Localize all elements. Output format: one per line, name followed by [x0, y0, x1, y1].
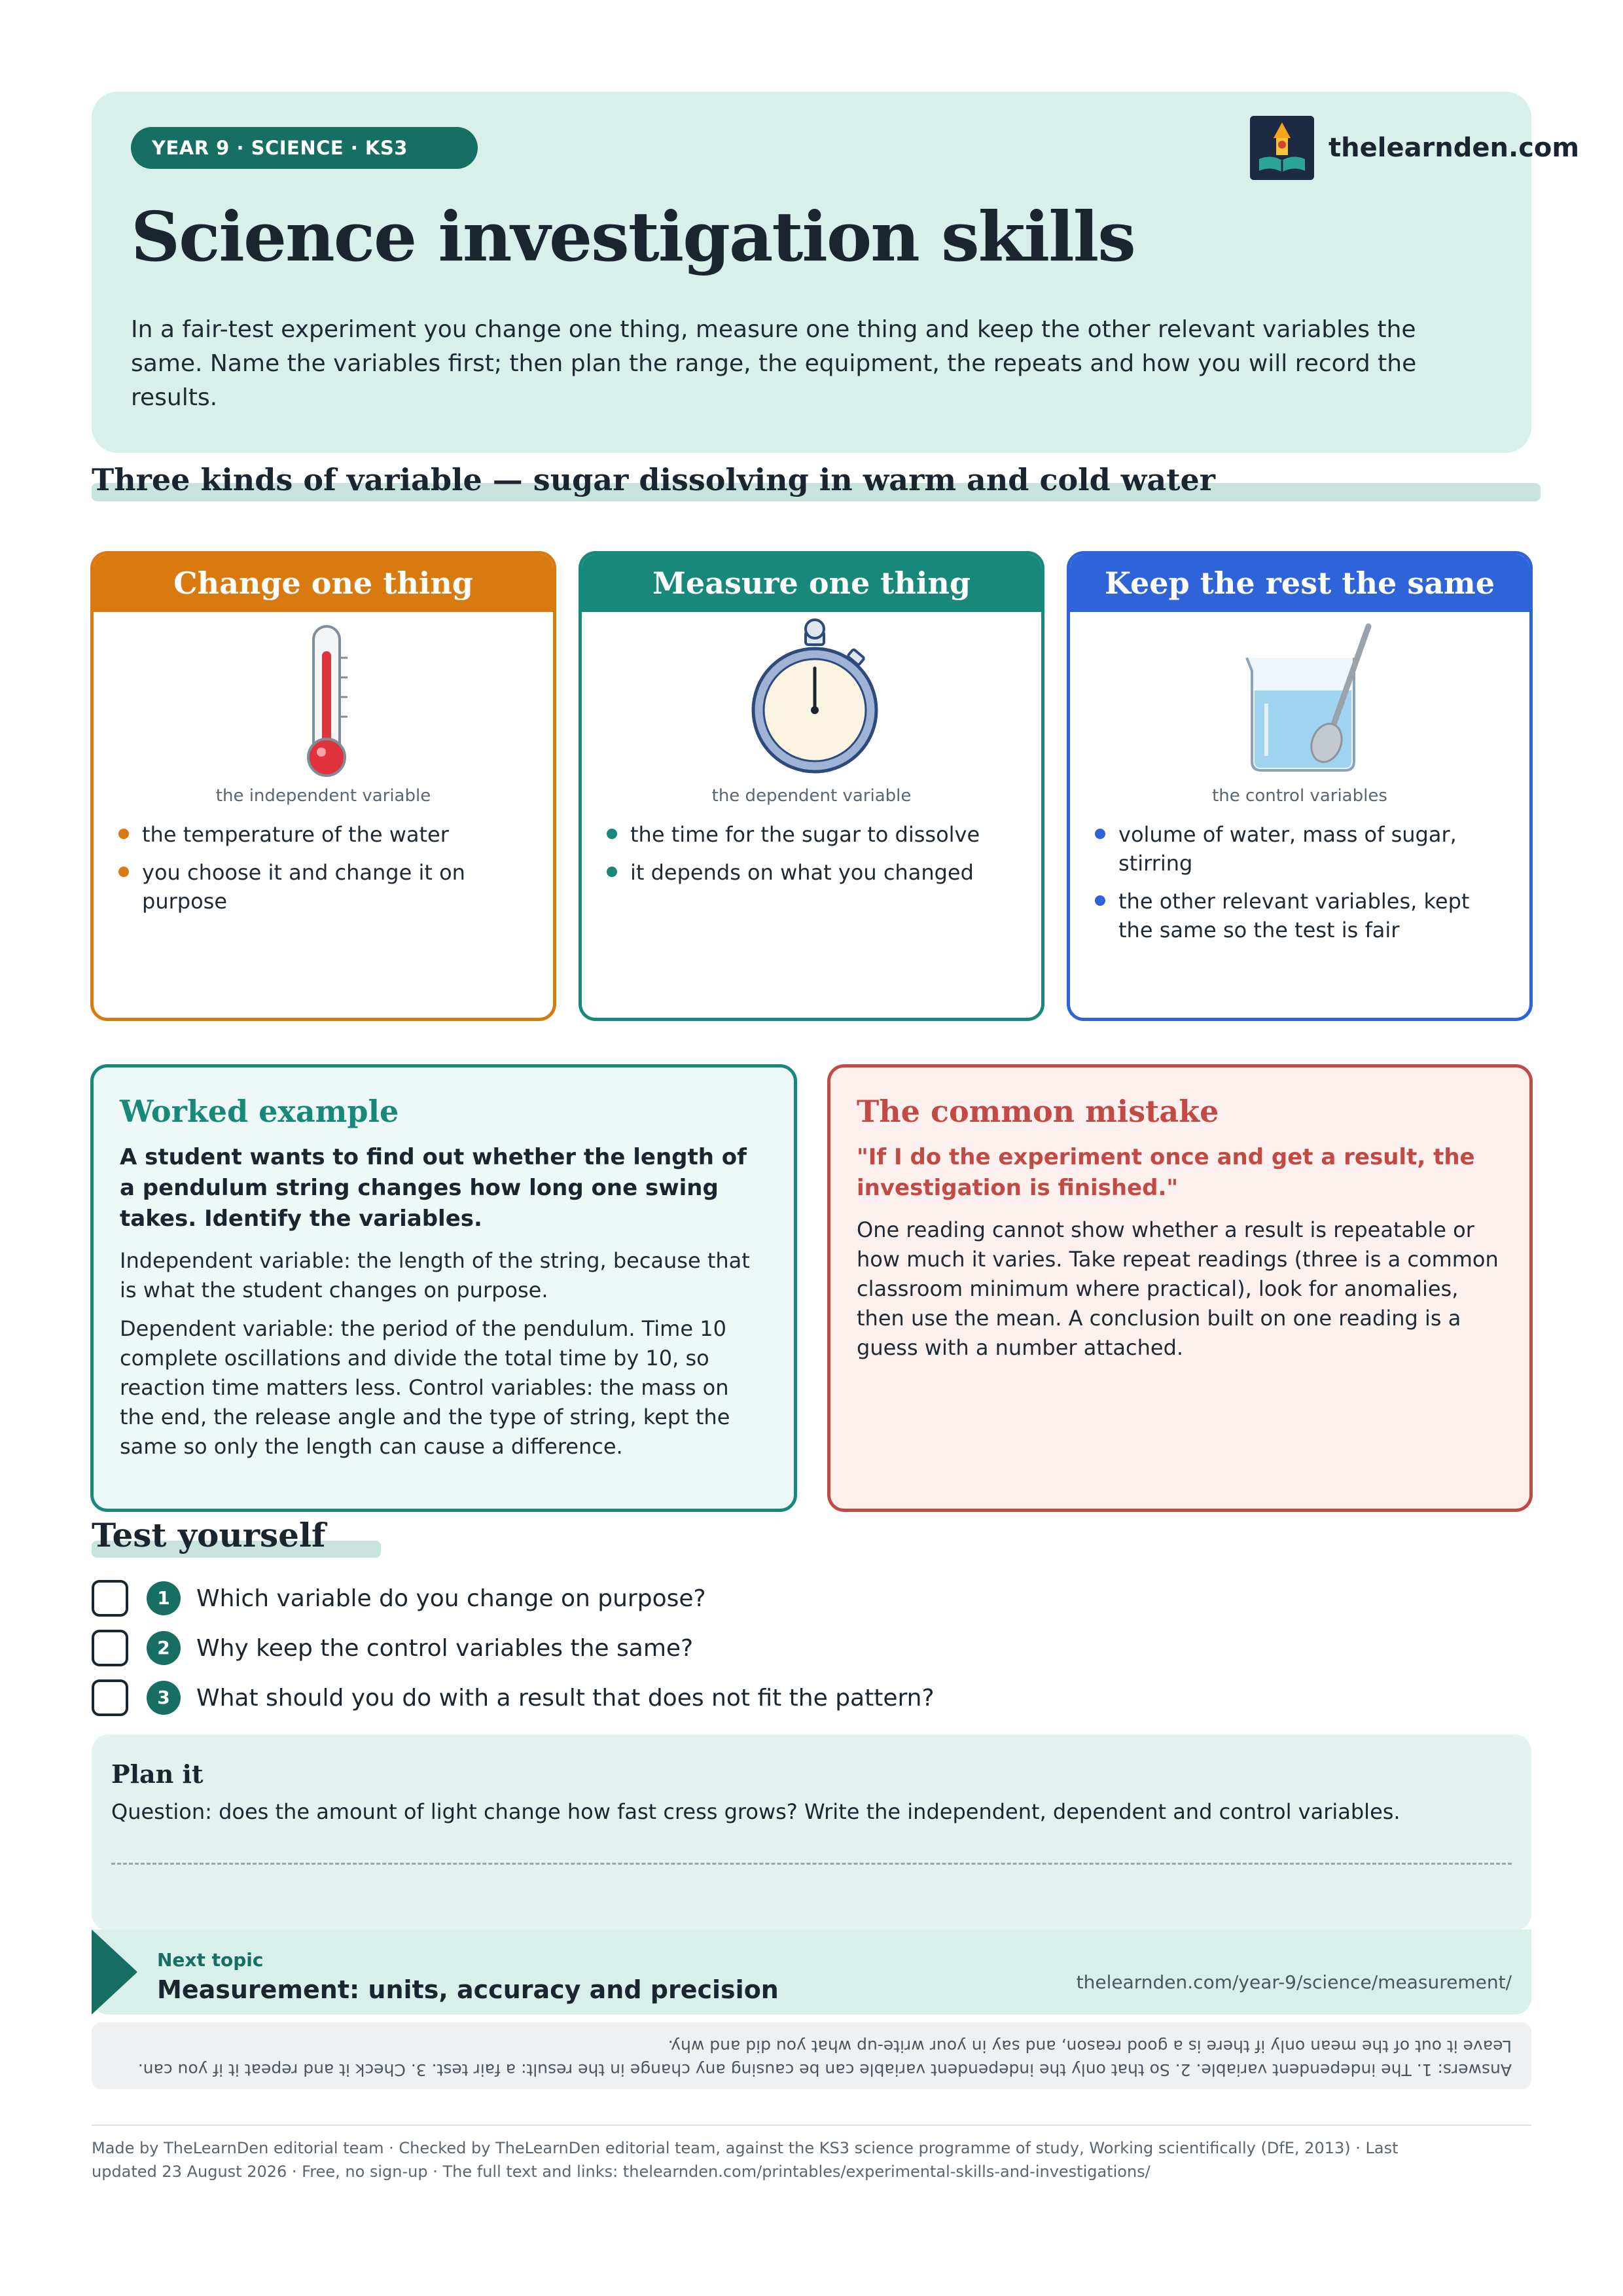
bullet-dot	[1095, 829, 1105, 839]
next-topic-label: Next topic	[157, 1949, 264, 1971]
page-title: Science investigation skills	[131, 196, 1135, 277]
card-control-variables	[1067, 551, 1533, 1021]
question-row	[92, 1678, 935, 1717]
card-caption: the control variables	[1212, 786, 1387, 806]
question-text: Which variable do you change on purpose?	[196, 1585, 706, 1612]
arrow-right-icon	[92, 1929, 137, 2015]
list-item: you choose it and change it on purpose	[118, 858, 527, 916]
question-row	[92, 1579, 706, 1618]
brand-name: thelearnden.com	[1329, 133, 1580, 163]
common-mistake-box	[827, 1064, 1533, 1512]
plan-it-panel	[92, 1734, 1531, 1931]
card-title: Keep the rest the same	[1070, 554, 1529, 612]
bullet-dot	[118, 867, 129, 877]
common-mistake-quote: "If I do the experiment once and get a result, the investigation is finished."	[857, 1144, 1475, 1201]
question-checkbox[interactable]	[92, 1679, 128, 1716]
bullet-dot	[607, 867, 617, 877]
answer-line[interactable]	[111, 1863, 1512, 1865]
question-number: 1	[147, 1581, 181, 1615]
footer-divider	[92, 2125, 1531, 2126]
list-item: the time for the sugar to dissolve	[607, 820, 1015, 849]
next-topic-banner[interactable]	[92, 1929, 1531, 2015]
question-checkbox[interactable]	[92, 1630, 128, 1666]
brand[interactable]	[1250, 115, 1579, 181]
bullet-dot	[1095, 895, 1105, 906]
worked-example-question: A student wants to find out whether the length of a pendulum string changes how long one swing takes. Identify the variables.	[120, 1144, 747, 1232]
plan-it-question: Question: does the amount of light change how fast cress grows? Write the independent, dependent and control variables.	[111, 1799, 1400, 1824]
list-item: the other relevant variables, kept the same so the test is fair	[1095, 887, 1503, 944]
question-number: 2	[147, 1631, 181, 1665]
answers-text: Answers: 1. The independent variable. 2. So that only the independent variable can be causing any change in the result: a fair test. 3. Check it and repeat it if you can. Leave it out of the mean only if there is a good reason, and say in your write-up what you did and why.	[137, 2037, 1512, 2079]
test-title: Test yourself	[92, 1516, 326, 1554]
card-caption: the independent variable	[215, 786, 431, 806]
year-badge: YEAR 9 · SCIENCE · KS3	[131, 127, 478, 169]
thermometer-icon	[94, 612, 553, 783]
question-text: What should you do with a result that does not fit the pattern?	[196, 1684, 935, 1712]
card-points	[94, 820, 553, 916]
worked-example-paragraph: Independent variable: the length of the string, because that is what the student changes on purpose.	[120, 1248, 750, 1302]
card-independent-variable	[90, 551, 556, 1021]
common-mistake-title: The common mistake	[857, 1094, 1219, 1129]
worked-example-box	[90, 1064, 797, 1512]
question-checkbox[interactable]	[92, 1580, 128, 1617]
list-item: it depends on what you changed	[607, 858, 1015, 887]
bullet-dot	[118, 829, 129, 839]
plan-it-title: Plan it	[111, 1759, 204, 1789]
footer-credits: Made by TheLearnDen editorial team · Checked by TheLearnDen editorial team, against the KS3 science programme of study, Working scientifically (DfE, 2013) · Last updated 23 August 2026 · Free, no sign-up · The full text and links: thelearnden.com/printables/experimental-skills-and-investigations/	[92, 2139, 1399, 2181]
card-dependent-variable	[579, 551, 1044, 1021]
card-title: Measure one thing	[582, 554, 1041, 612]
card-caption: the dependent variable	[711, 786, 912, 806]
list-item: the temperature of the water	[118, 820, 527, 849]
question-number: 3	[147, 1681, 181, 1715]
next-topic-title: Measurement: units, accuracy and precision	[157, 1975, 779, 2004]
intro-text: In a fair-test experiment you change one thing, measure one thing and keep the other relevant variables the same. Name the variables first; then plan the range, the equipment, the repeats and how you will record the results.	[131, 316, 1417, 411]
answers-strip	[92, 2022, 1531, 2089]
beaker-icon	[1070, 612, 1529, 783]
worked-example-paragraph: Dependent variable: the period of the pendulum. Time 10 complete oscillations and divide the total time by 10, so reaction time matters less. Control variables: the mass on the end, the release angle and the type of string, kept the same so only the length can cause a difference.	[120, 1316, 730, 1459]
common-mistake-body: One reading cannot show whether a result is repeatable or how much it varies. Take repeat readings (three is a common classroom minimum where practical), look for anomalies, then use the mean. A conclusion built on one reading is a guess with a number attached.	[857, 1217, 1499, 1360]
section-title: Three kinds of variable — sugar dissolving in warm and cold water	[92, 462, 1215, 497]
card-points	[582, 820, 1041, 887]
question-row	[92, 1628, 693, 1668]
learnden-logo-icon	[1250, 116, 1314, 180]
bullet-dot	[607, 829, 617, 839]
stopwatch-icon	[582, 612, 1041, 783]
next-topic-link[interactable]: thelearnden.com/year-9/science/measurement/	[1076, 1971, 1512, 1993]
card-points	[1070, 820, 1529, 944]
question-text: Why keep the control variables the same?	[196, 1634, 694, 1662]
worked-example-title: Worked example	[120, 1094, 399, 1129]
card-title: Change one thing	[94, 554, 553, 612]
list-item: volume of water, mass of sugar, stirring	[1095, 820, 1503, 878]
